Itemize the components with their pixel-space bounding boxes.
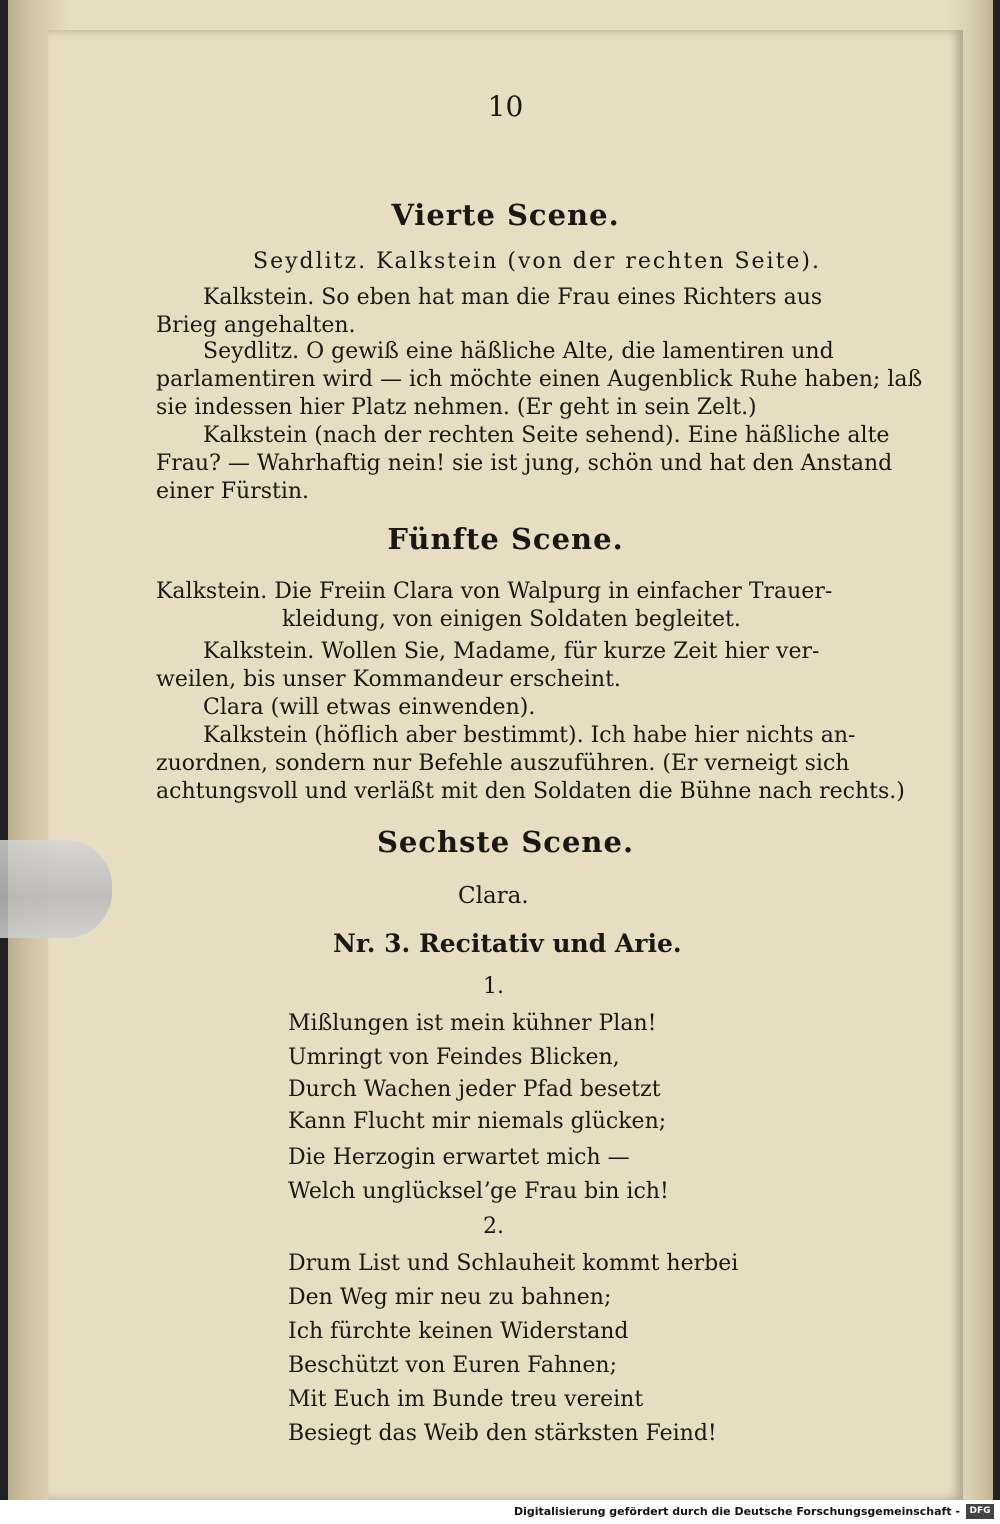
verse-line: Durch Wachen jeder Pfad besetzt [288,1077,661,1102]
scene-heading-6: Sechste Scene. [376,825,635,859]
stage-direction: Seydlitz. Kalkstein (von der rechten Seite). [253,249,822,274]
text-line: parlamentiren wird — ich möchte einen Augenblick Ruhe haben; laß [156,367,923,392]
character-name: Clara. [458,883,529,909]
page-content [48,30,963,1500]
text-line: weilen, bis unser Kommandeur erscheint. [156,667,621,692]
footer-bar [0,1500,1000,1524]
number-title: Nr. 3. Recitativ und Arie. [333,929,682,958]
verse-line: Ich fürchte keinen Widerstand [288,1319,629,1344]
footer-credit: Digitalisierung gefördert durch die Deutsche Forschungsgemeinschaft - [513,1505,960,1518]
text-line: Kalkstein (nach der rechten Seite sehend). Eine häßliche alte [203,423,890,448]
page-number: 10 [487,90,524,123]
verse-line: Kann Flucht mir niemals glücken; [288,1109,667,1134]
text-line: zuordnen, sondern nur Befehle auszuführen. (Er verneigt sich [156,751,850,776]
scene-heading-5: Fünfte Scene. [387,522,624,556]
book-page [48,30,963,1500]
text-line: Brieg angehalten. [156,313,356,338]
text-line: Kalkstein. Wollen Sie, Madame, für kurze Zeit hier ver- [203,639,820,664]
verse-line: Drum List und Schlauheit kommt herbei [288,1251,739,1276]
verse-line: Mißlungen ist mein kühner Plan! [288,1011,657,1036]
text-line: einer Fürstin. [156,479,310,504]
scene-heading-4: Vierte Scene. [391,198,620,232]
text-line: Kalkstein (höflich aber bestimmt). Ich habe hier nichts an- [203,723,856,748]
text-line: kleidung, von einigen Soldaten begleitet. [282,607,741,632]
verse-line: Beschützt von Euren Fahnen; [288,1353,617,1378]
verse-line: Den Weg mir neu zu bahnen; [288,1285,612,1310]
text-line: achtungsvoll und verläßt mit den Soldaten die Bühne nach rechts.) [156,779,905,804]
dfg-logo: DFG [966,1504,994,1519]
verse-line: Welch unglückselʼge Frau bin ich! [288,1179,669,1204]
verse-line: Die Herzogin erwartet mich — [288,1145,630,1170]
verse-line: Umringt von Feindes Blicken, [288,1045,620,1070]
text-line: Frau? — Wahrhaftig nein! sie ist jung, schön und hat den Anstand [156,451,893,476]
text-line: Seydlitz. O gewiß eine häßliche Alte, die lamentiren und [203,339,834,364]
verse-line: Mit Euch im Bunde treu vereint [288,1387,644,1412]
verse-number: 1. [483,974,504,999]
text-line: Kalkstein. So eben hat man die Frau eines Richters aus [203,285,823,310]
text-line: Kalkstein. Die Freiin Clara von Walpurg in einfacher Trauer- [156,579,833,604]
text-line: sie indessen hier Platz nehmen. (Er geht in sein Zelt.) [156,395,757,420]
page-thumb-tab [0,840,112,938]
verse-number: 2. [483,1214,504,1239]
verse-line: Besiegt das Weib den stärksten Feind! [288,1421,717,1446]
text-line: Clara (will etwas einwenden). [203,695,536,720]
